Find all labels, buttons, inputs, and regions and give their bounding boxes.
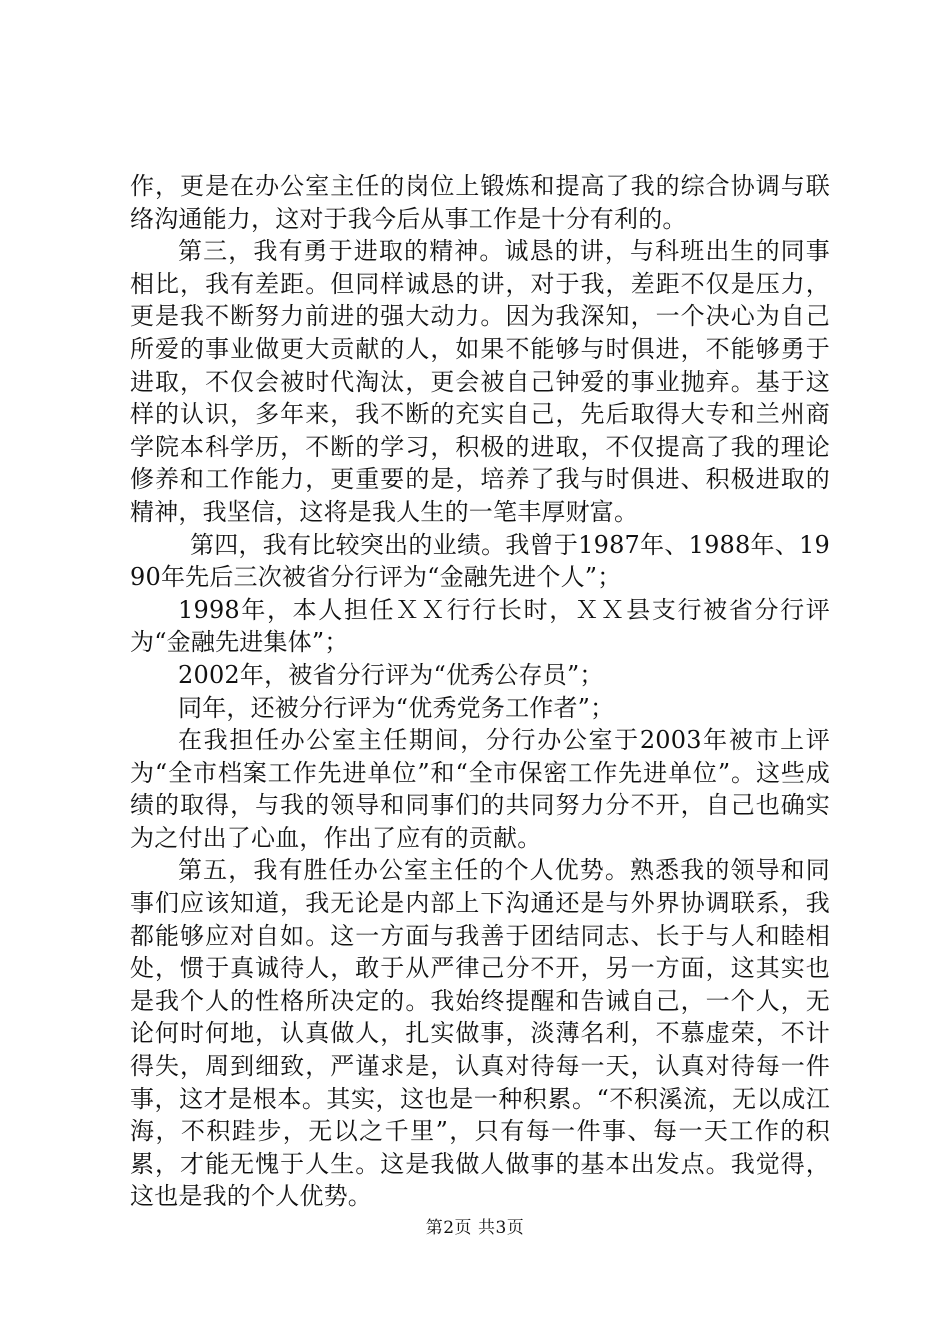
page-footer: 第2页 共3页 (425, 1218, 525, 1238)
document-body (130, 170, 830, 1213)
paragraph-achievement-2002: 2002年，被省分行评为“优秀公存员”； (178, 660, 604, 689)
paragraph-continuation: 作，更是在办公室主任的岗位上锻炼和提高了我的综合协调与联络沟通能力，这对于我今后从事工作是十分有利的。 (130, 172, 830, 233)
paragraph-achievement-2003: 在我担任办公室主任期间，分行办公室于2003年被市上评为“全市档案工作先进单位”和“全市保密工作先进单位”。这些成绩的取得，与我的领导和同事们的共同努力分不开，自己也确实为之付出了心血，作出了应有的贡献。 (130, 726, 830, 852)
paragraph-fifth-point: 第五，我有胜任办公室主任的个人优势。熟悉我的领导和同事们应该知道，我无论是内部上下沟通还是与外界协调联系，我都能够应对自如。这一方面与我善于团结同志、长于与人和睦相处，惯于真诚待人，敢于从严律己分不开，另一方面，这其实也是我个人的性格所决定的。我始终提醒和告诫自己，一个人，无论何时何地，认真做人，扎实做事，淡薄名利，不慕虚荣，不计得失，周到细致，严谨求是，认真对待每一天，认真对待每一件事，这才是根本。其实，这也是一种积累。“不积溪流，无以成江海，不积跬步，无以之千里”，只有每一件事、每一天工作的积累，才能无愧于人生。这是我做人做事的基本出发点。我觉得，这也是我的个人优势。 (130, 856, 830, 1211)
paragraph-third-point: 第三，我有勇于进取的精神。诚恳的讲，与科班出生的同事相比，我有差距。但同样诚恳的讲，对于我，差距不仅是压力，更是我不断努力前进的强大动力。因为我深知，一个决心为自己所爱的事业做更大贡献的人，如果不能够与时俱进，不能够勇于进取，不仅会被时代淘汰，更会被自己钟爱的事业抛弃。基于这样的认识，多年来，我不断的充实自己，先后取得大专和兰州商学院本科学历，不断的学习，积极的进取，不仅提高了我的理论修养和工作能力，更重要的是，培养了我与时俱进、积极进取的精神，我坚信，这将是我人生的一笔丰厚财富。 (130, 237, 830, 526)
paragraph-achievement-same-year: 同年，还被分行评为“优秀党务工作者”； (178, 693, 615, 722)
paragraph-achievement-1998: 1998年，本人担任ＸＸ行行长时，ＸＸ县支行被省分行评为“金融先进集体”； (130, 595, 830, 657)
paragraph-fourth-point: 第四，我有比较突出的业绩。我曾于1987年、1988年、1990年先后三次被省分行评为“金融先进个人”； (130, 530, 830, 592)
